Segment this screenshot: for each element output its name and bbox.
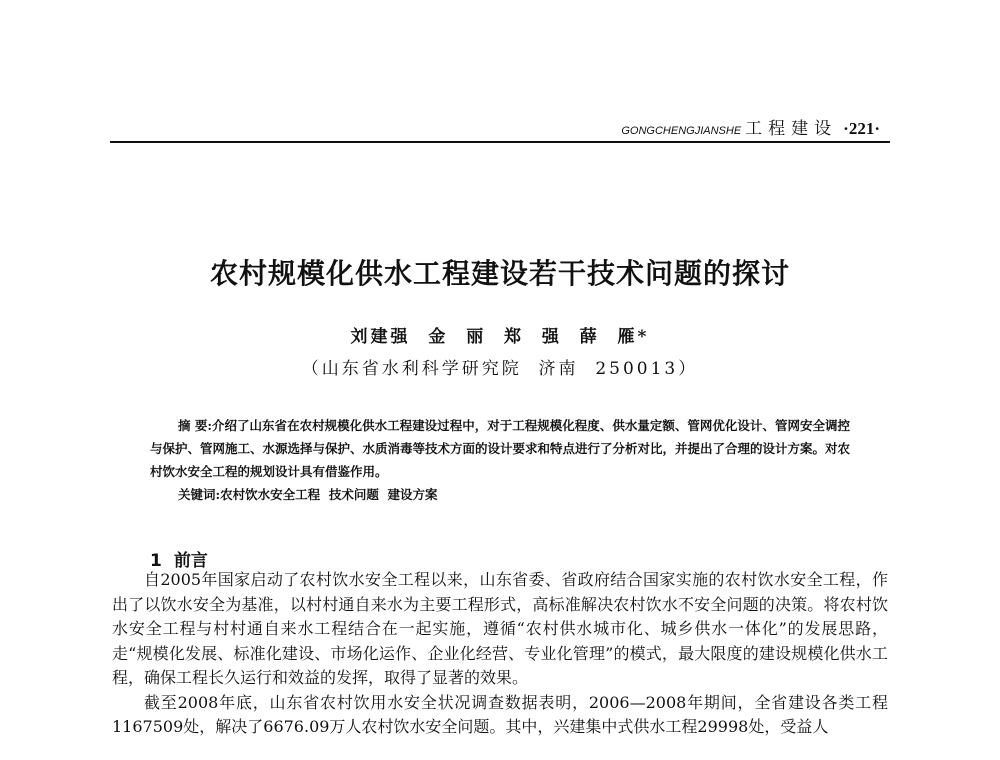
body-paragraph: 截至2008年底，山东省农村饮用水安全状况调查数据表明，2006—2008年期间，全省建设各类工程1167509处，解决了6676.09万人农村饮水安全问题。其中，兴建集中式供水工程29998处，受益人 [112,692,888,736]
running-header [110,112,890,146]
section-number: 1 [150,551,162,571]
header-right [621,114,880,139]
article-title: 农村规模化供水工程建设若干技术问题的探讨 [209,257,790,290]
keywords-label: 关键词: [178,487,221,502]
keywords-text: 农村饮水安全工程 技术问题 建设方案 [220,487,438,502]
keywords-line [150,483,850,506]
body-paragraph: 自2005年国家启动了农村饮水安全工程以来，山东省委、省政府结合国家实施的农村饮水安全工程，作出了以饮水安全为基准，以村村通自来水为主要工程形式，高标准解决农村饮水不安全问题的决策。将农村饮水安全工程与村村通自来水工程结合在一起实施，遵循“农村供水城市化、城乡供水一体化”的发展思路，走“规模化发展、标准化建设、市场化运作、企业化经营、专业化管理”的模式，最大限度的建设规模化供水工程，确保工程长久运行和效益的发挥，取得了显著的效果。 [112,570,888,687]
header-rule [110,141,890,143]
page-number: ·221· [843,119,880,138]
journal-name-roman: GONGCHENGJIANSHE [621,125,742,137]
section-title: 前言 [173,551,208,571]
abstract-paragraph [150,414,850,483]
author-list: 刘建强 金 丽 郑 强 薛 雁* [350,327,650,347]
abstract-block [150,414,850,506]
abstract-label: 摘 要: [178,418,212,433]
journal-name-chinese: 工程建设 [745,119,838,139]
abstract-text: 介绍了山东省在农村规模化供水工程建设过程中，对于工程规模化程度、供水量定额、管网优化设计、管网安全调控与保护、管网施工、水源选择与保护、水质消毒等技术方面的设计要求和特点进行了分析对比，并提出了合理的设计方案。对农村饮水安全工程的规划设计具有借鉴作用。 [150,418,851,479]
author-affiliation: （山东省水利科学研究院 济南 250013） [301,359,699,379]
body-text [112,568,888,740]
